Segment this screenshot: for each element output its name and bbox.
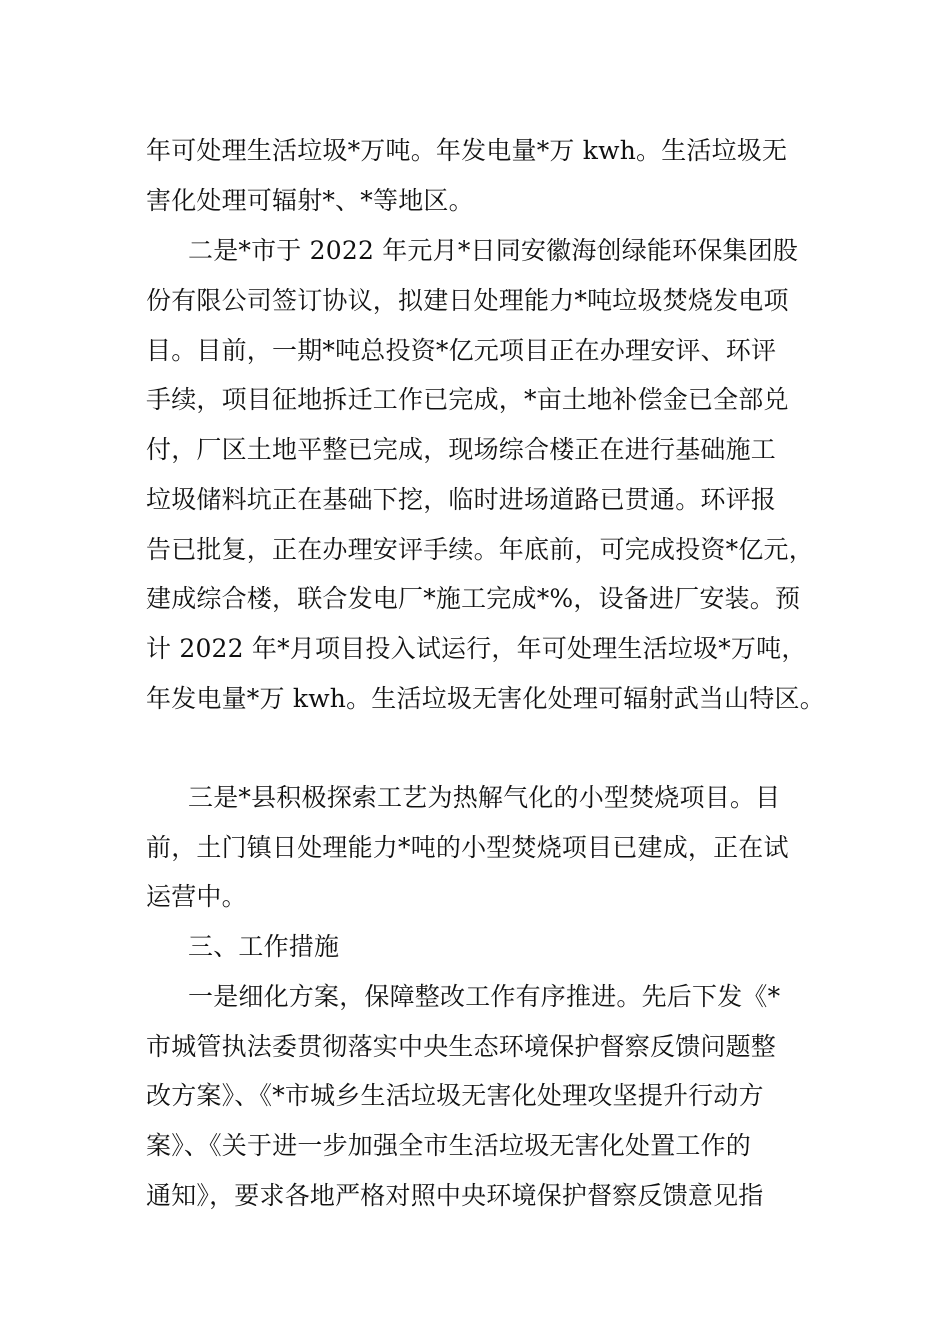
paragraph-line: 二是*市于 2022 年元月*日同安徽海创绿能环保集团股 (188, 236, 799, 265)
text-line: 年可处理生活垃圾*万吨。年发电量*万 kwh。生活垃圾无 (146, 136, 788, 165)
paragraph-line: 一是细化方案，保障整改工作有序推进。先后下发《* (188, 982, 781, 1011)
text-line: 手续，项目征地拆迁工作已完成，*亩土地补偿金已全部兑 (146, 385, 789, 414)
text-line: 运营中。 (146, 882, 247, 911)
text-line: 告已批复，正在办理安评手续。年底前，可完成投资*亿元， (146, 535, 814, 564)
text-line: 害化处理可辐射*、*等地区。 (146, 186, 474, 215)
text-line: 垃圾储料坑正在基础下挖，临时进场道路已贯通。环评报 (146, 485, 777, 514)
text-line: 市城管执法委贯彻落实中央生态环境保护督察反馈问题整 (146, 1032, 777, 1061)
section-heading: 三、工作措施 (188, 932, 340, 961)
text-line: 建成综合楼，联合发电厂*施工完成*%，设备进厂安装。预 (146, 584, 801, 613)
text-line: 目。目前，一期*吨总投资*亿元项目正在办理安评、环评 (146, 336, 777, 365)
paragraph-line: 三是*县积极探索工艺为热解气化的小型焚烧项目。目 (188, 783, 781, 812)
text-line: 前，土门镇日处理能力*吨的小型焚烧项目已建成，正在试 (146, 833, 789, 862)
text-line: 案》、《关于进一步加强全市生活垃圾无害化处置工作的 (146, 1131, 752, 1160)
text-line: 计 2022 年*月项目投入试运行，年可处理生活垃圾*万吨， (146, 634, 807, 663)
text-line: 年发电量*万 kwh。生活垃圾无害化处理可辐射武当山特区。 (146, 684, 825, 713)
text-line: 付，厂区土地平整已完成，现场综合楼正在进行基础施工 (146, 435, 777, 464)
text-line: 改方案》、《*市城乡生活垃圾无害化处理攻坚提升行动方 (146, 1081, 764, 1110)
text-line: 份有限公司签订协议，拟建日处理能力*吨垃圾焚烧发电项 (146, 286, 789, 315)
text-line: 通知》，要求各地严格对照中央环境保护督察反馈意见指 (146, 1181, 764, 1210)
